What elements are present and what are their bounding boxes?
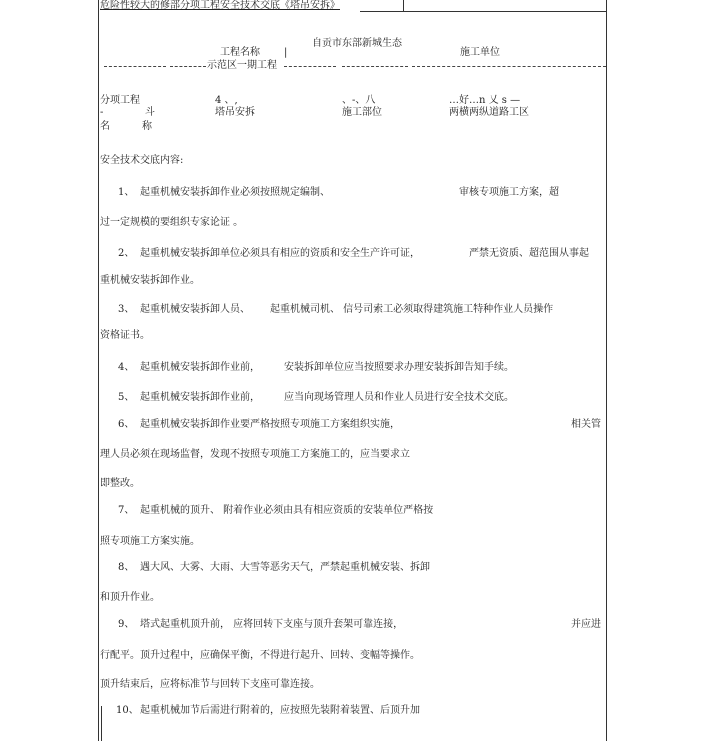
subproject-label-2: 斗 bbox=[145, 107, 155, 118]
item-text-tail: 严禁无资质、超范围从事起 bbox=[469, 248, 589, 259]
project-name-value-1: 自贡市东部新城生态 bbox=[312, 38, 402, 49]
subproject-dash: - bbox=[100, 107, 104, 118]
item-number: 5、 bbox=[118, 392, 135, 403]
right-border bbox=[606, 0, 607, 741]
item-number: 6、 bbox=[118, 419, 135, 430]
item-text: 遇大风、大雾、大雨、大雪等恶劣天气，严禁起重机械安装、拆卸 bbox=[140, 562, 430, 573]
subproject-label-4: 称 bbox=[142, 121, 152, 132]
item-text-tail: 安装拆卸单位应当按照要求办理安装拆卸告知手续。 bbox=[284, 362, 514, 373]
item-text: 起重机械安装拆卸作业前， bbox=[140, 362, 260, 373]
item-number: 9、 bbox=[118, 619, 135, 630]
unit-code: …好…n 乂 s — bbox=[449, 95, 521, 106]
item-number: 7、 bbox=[118, 505, 135, 516]
unit-value: 两横两纵道路工区 bbox=[449, 107, 529, 118]
item-number: 1、 bbox=[118, 187, 135, 198]
item-number: 8、 bbox=[118, 562, 135, 573]
item-text: 起重机械安装拆卸作业必须按照规定编制、 bbox=[140, 187, 330, 198]
item-text-tail: 起重机械司机、 信号司索工必须取得建筑施工特种作业人员操作 bbox=[270, 304, 554, 315]
item-continuation: 和顶升作业。 bbox=[100, 592, 160, 603]
header-dash-3 bbox=[284, 66, 336, 67]
header-divider-mark: | bbox=[284, 47, 288, 58]
item-text: 塔式起重机顶升前， 应将回转下支座与顶升套架可靠连接， bbox=[140, 619, 404, 630]
construction-unit-label: 施工单位 bbox=[460, 47, 500, 58]
item-continuation: 顶升结束后，应将标准节与回转下支座可靠连接。 bbox=[100, 679, 320, 690]
item-text: 起重机械安装拆卸单位必须具有相应的资质和安全生产许可证， bbox=[140, 248, 420, 259]
subproject-name: 塔吊安拆 bbox=[215, 107, 255, 118]
project-name-value-2: 示范区一期工程 bbox=[207, 60, 277, 71]
part-label: 施工部位 bbox=[342, 107, 382, 118]
item-number: 3、 bbox=[118, 304, 135, 315]
item-text-tail: 相关管 bbox=[571, 419, 601, 430]
header-dash-1 bbox=[104, 66, 166, 67]
item-continuation: 行配平。顶升过程中，应确保平衡，不得进行起升、回转、变幅等操作。 bbox=[100, 650, 420, 661]
title-underline bbox=[360, 11, 606, 12]
item-text: 起重机械安装拆卸作业前， bbox=[140, 392, 260, 403]
header-dash-4 bbox=[342, 66, 408, 67]
item-text-tail: 审核专项施工方案，超 bbox=[459, 187, 559, 198]
header-dash-5 bbox=[412, 66, 606, 67]
item-continuation: 照专项施工方案实施。 bbox=[100, 536, 200, 547]
left-border bbox=[98, 0, 99, 741]
item-number: 10、 bbox=[116, 705, 139, 716]
document-title: 危险性较大的修部分项工程安全技术交底《塔吊安拆》 bbox=[100, 0, 340, 11]
item-text-tail: 应当向现场管理人员和作业人员进行安全技术交底。 bbox=[284, 392, 514, 403]
title-divider bbox=[403, 0, 404, 11]
part-code: 、-、八 bbox=[342, 95, 376, 106]
project-name-label: 工程名称 bbox=[220, 47, 260, 58]
item-text: 起重机械加节后需进行附着的，应按照先装附着装置、后顶升加 bbox=[140, 705, 420, 716]
subproject-label-3: 名 bbox=[100, 121, 110, 132]
item-continuation: 重机械安装拆卸作业。 bbox=[100, 275, 200, 286]
item-text: 起重机械的顶升、 附着作业必须由具有相应资质的安装单位严格按 bbox=[140, 505, 434, 516]
item-continuation: 理人员必须在现场监督，发现不按照专项施工方案施工的，应当要求立 bbox=[100, 449, 410, 460]
subproject-code: 4 、, bbox=[215, 95, 238, 106]
item-continuation: 即整改。 bbox=[100, 478, 140, 489]
content-heading: 安全技术交底内容: bbox=[100, 155, 184, 166]
item-number: 2、 bbox=[118, 248, 135, 259]
item-text-tail: 并应进 bbox=[571, 619, 601, 630]
item-text: 起重机械安装拆卸作业要严格按照专项施工方案组织实施， bbox=[140, 419, 400, 430]
item-text: 起重机械安装拆卸人员、 bbox=[140, 304, 250, 315]
bottom-left-border bbox=[101, 706, 102, 741]
item-continuation: 过一定规模的要组织专家论证 。 bbox=[100, 217, 244, 228]
item-continuation: 资格证书。 bbox=[100, 330, 150, 341]
header-dash-2 bbox=[170, 66, 206, 67]
subproject-label: 分项工程 bbox=[100, 95, 140, 106]
item-number: 4、 bbox=[118, 362, 135, 373]
